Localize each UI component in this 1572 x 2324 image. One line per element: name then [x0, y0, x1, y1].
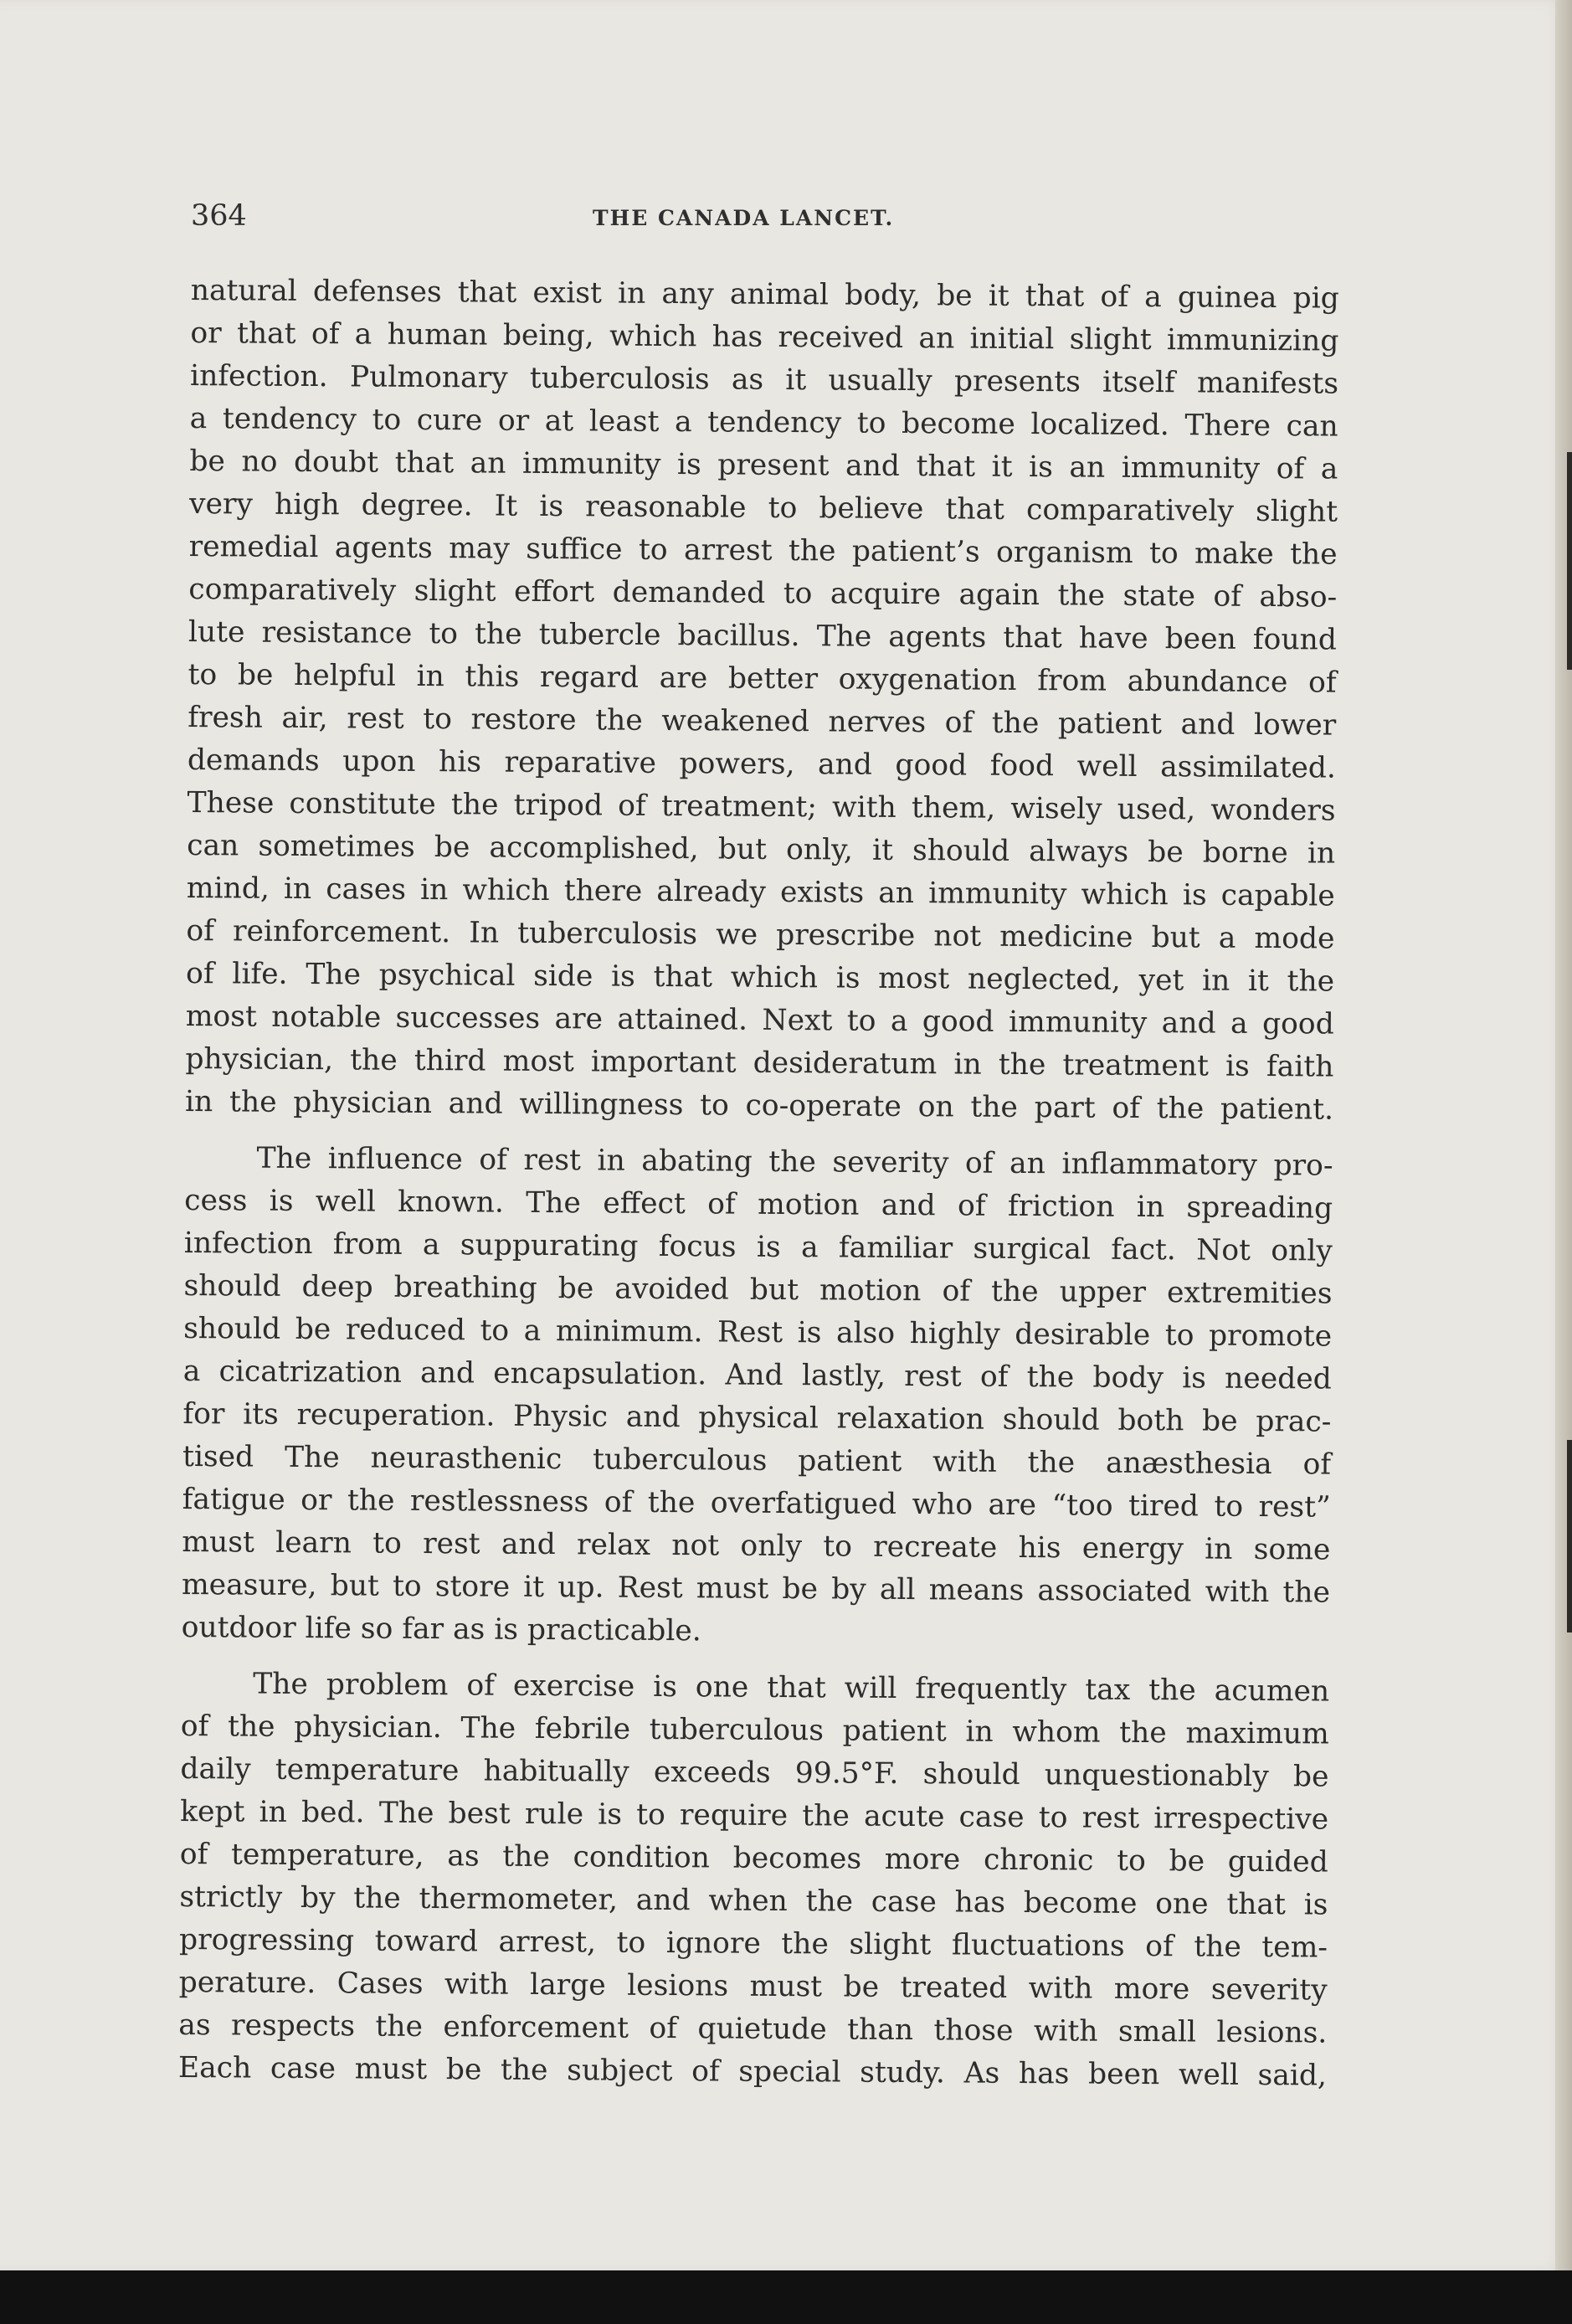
text-line: Each case must be the subject of special study. As has been well said,: [177, 2050, 1328, 2093]
edge-mark: [1567, 1440, 1572, 1632]
text-line: infection. Pulmonary tuberculosis as it usually presents itself manifests: [189, 358, 1339, 401]
edge-mark: [1567, 452, 1572, 670]
text-line: demands upon his reparative powers, and good food well assimilated.: [187, 743, 1337, 785]
paragraph-3: [178, 1663, 1330, 2098]
page-number: 364: [191, 199, 247, 233]
text-line: of the physician. The febrile tuberculous patient in whom the maximum: [180, 1709, 1329, 1751]
text-line: remedial agents may suffice to arrest the patient’s organism to make the: [188, 529, 1338, 572]
text-line: progressing toward arrest, to ignore the slight fluctuations of the tem-: [178, 1922, 1328, 1965]
paragraph-1: [185, 270, 1339, 1132]
running-title: THE CANADA LANCET.: [593, 206, 895, 230]
text-line: comparatively slight effort demanded to acquire again the state of abso-: [188, 572, 1338, 614]
text-line: of reinforcement. In tuberculosis we prescribe not medicine but a mode: [186, 913, 1335, 956]
text-line: strictly by the thermometer, and when the case has become one that is: [179, 1879, 1328, 1922]
text-line: of temperature, as the condition becomes more chronic to be guided: [179, 1837, 1328, 1879]
text-line: daily temperature habitually exceeds 99.5°F. should unquestionably be: [180, 1751, 1329, 1794]
paragraph-2: [181, 1137, 1333, 1658]
text-line: natural defenses that exist in any animal body, be it that of a guinea pig: [190, 273, 1339, 316]
text-line: a cicatrization and encapsulation. And lastly, rest of the body is needed: [182, 1354, 1332, 1396]
text-line: measure, but to store it up. Rest must be by all means associated with the: [181, 1567, 1331, 1610]
text-line: of life. The psychical side is that which is most neglected, yet in it the: [185, 956, 1335, 999]
page-edge-shadow: [1555, 0, 1572, 2270]
scan-bottom-band: [0, 2270, 1572, 2324]
page-header: [191, 199, 1338, 249]
text-line: must learn to rest and relax not only to recreate his energy in some: [182, 1524, 1331, 1567]
text-line: or that of a human being, which has received an initial slight immunizing: [190, 316, 1339, 358]
text-line: infection from a suppurating focus is a familiar surgical fact. Not only: [183, 1226, 1333, 1268]
text-line: fatigue or the restlessness of the overfatigued who are “too tired to rest”: [182, 1482, 1331, 1524]
text-line: be no doubt that an immunity is present and that it is an immunity of a: [189, 444, 1338, 486]
text-line: should be reduced to a minimum. Rest is also highly desirable to promote: [183, 1311, 1333, 1354]
text-line: very high degree. It is reasonable to believe that comparatively slight: [188, 486, 1338, 529]
text-line: a tendency to cure or at least a tendency to become localized. There can: [189, 401, 1338, 444]
text-line: fresh air, rest to restore the weakened nerves of the patient and lower: [188, 700, 1337, 743]
body-text: [178, 270, 1339, 2111]
text-line: cess is well known. The effect of motion and of friction in spreading: [184, 1183, 1333, 1226]
text-line: physician, the third most important desideratum in the treatment is faith: [185, 1041, 1334, 1084]
text-line: These constitute the tripod of treatment; with them, wisely used, wonders: [187, 785, 1336, 828]
text-line: The influence of rest in abating the severity of an inflammatory pro-: [256, 1141, 1333, 1183]
text-line: lute resistance to the tubercle bacillus. The agents that have been found: [188, 614, 1338, 657]
text-line: to be helpful in this regard are better oxygenation from abundance of: [188, 657, 1337, 700]
text-line: as respects the enforcement of quietude than those with small lesions.: [178, 2008, 1328, 2050]
text-line: for its recuperation. Physic and physical relaxation should both be prac-: [182, 1396, 1332, 1439]
text-line: outdoor life so far as is practicable.: [181, 1610, 701, 1648]
text-line: perature. Cases with large lesions must be treated with more severity: [178, 1965, 1328, 2008]
text-line: The problem of exercise is one that will frequently tax the acumen: [253, 1667, 1330, 1709]
text-line: should deep breathing be avoided but motion of the upper extremities: [183, 1268, 1333, 1311]
text-line: kept in bed. The best rule is to require the acute case to rest irrespective: [180, 1794, 1329, 1837]
text-line: can sometimes be accomplished, but only, it should always be borne in: [187, 828, 1336, 871]
text-line: most notable successes are attained. Next to a good immunity and a good: [185, 999, 1334, 1041]
text-line: tised The neurasthenic tuberculous patient with the anæsthesia of: [182, 1439, 1332, 1482]
text-line: mind, in cases in which there already exists an immunity which is capable: [186, 871, 1335, 913]
text-line: in the physician and willingness to co-operate on the part of the patient.: [184, 1084, 1334, 1127]
